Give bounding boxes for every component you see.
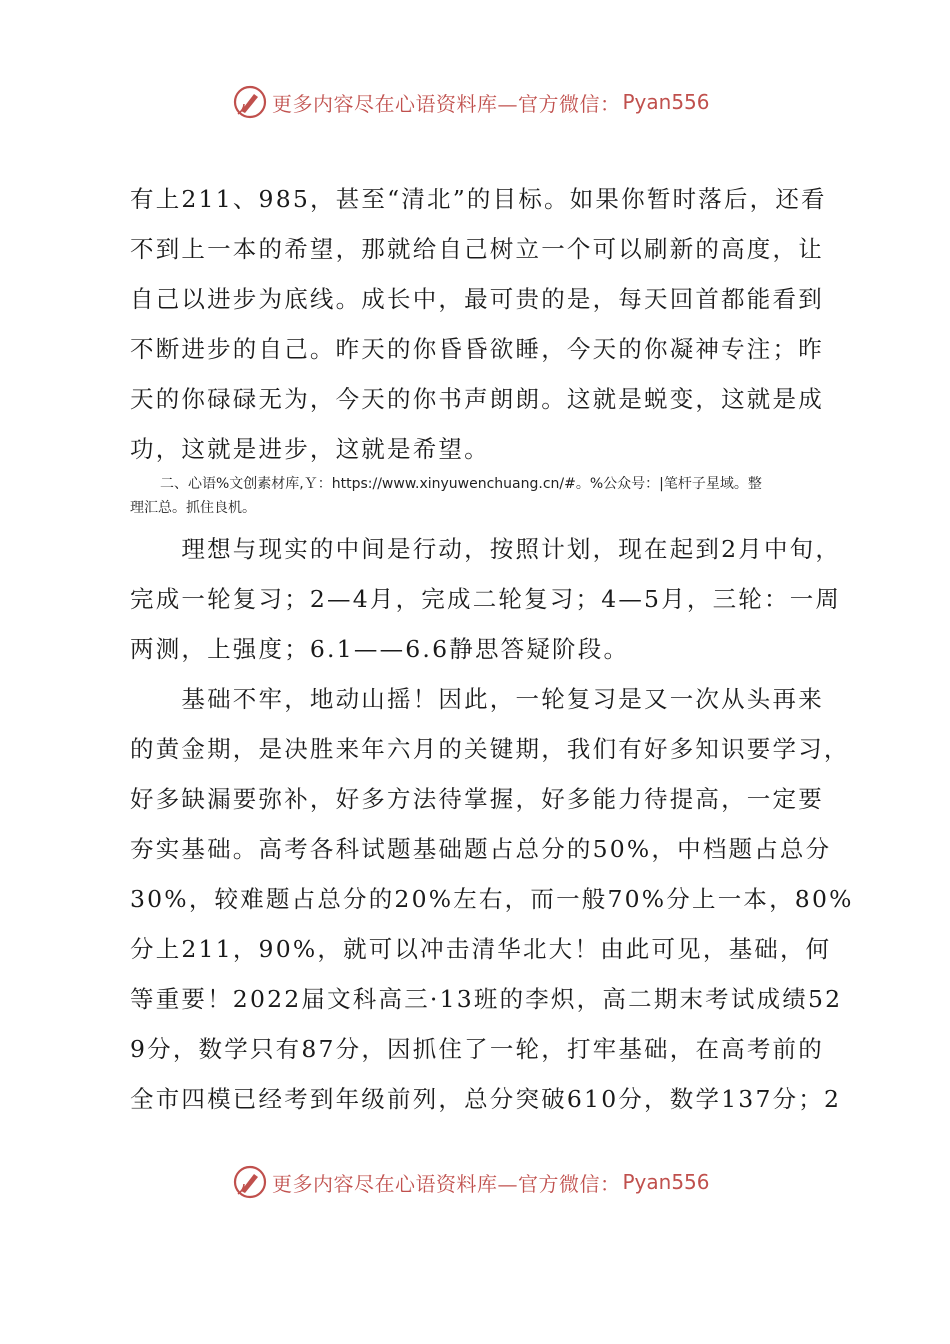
header-banner-text: 更多内容尽在心语资料库—官方微信： — [272, 91, 621, 116]
footer-banner-text: 更多内容尽在心语资料库—官方微信： — [272, 1171, 621, 1196]
paragraph-line: 不到上一本的希望，那就给自己树立一个可以刷新的高度，让 — [130, 235, 824, 263]
paragraph-line: 完成一轮复习；2—4月，完成二轮复习；4—5月，三轮：一周 — [130, 585, 842, 613]
paragraph-line: 两测，上强度；6.1——6.6静思答疑阶段。 — [130, 635, 630, 663]
paragraph-line: 分上211，90%，就可以冲击清华北大！由此可见，基础，何 — [130, 935, 832, 963]
paragraph-line: 天的你碌碌无为，今天的你书声朗朗。这就是蜕变，这就是成 — [130, 385, 824, 413]
footer-banner — [232, 1162, 710, 1202]
paragraph-1 — [130, 174, 840, 474]
paragraph-line: 不断进步的自己。昨天的你昏昏欲睡，今天的你凝神专注；昨 — [130, 335, 824, 363]
paragraph-line: 理想与现实的中间是行动，按照计划，现在起到2月中旬， — [130, 535, 842, 563]
paragraph-line: 等重要！2022届文科高三·13班的李炽，高二期末考试成绩52 — [130, 985, 843, 1013]
footer-wechat-id: Pyan556 — [622, 1170, 710, 1194]
paragraph-line: 基础不牢，地动山摇！因此，一轮复习是又一次从头再来 — [130, 685, 824, 713]
paragraph-line: 的黄金期，是决胜来年六月的关键期，我们有好多知识要学习， — [130, 735, 850, 763]
source-note — [130, 472, 840, 520]
header-banner — [232, 82, 710, 122]
paragraph-line: 功，这就是进步，这就是希望。 — [130, 435, 490, 463]
paragraph-3 — [130, 674, 854, 1124]
header-wechat-id: Pyan556 — [622, 90, 710, 114]
paragraph-line: 全市四模已经考到年级前列，总分突破610分，数学137分；2 — [130, 1085, 842, 1113]
paragraph-line: 9分，数学只有87分，因抓住了一轮，打牢基础，在高考前的 — [130, 1035, 824, 1063]
paragraph-line: 30%，较难题占总分的20%左右，而一般70%分上一本，80% — [130, 885, 854, 913]
paragraph-line: 自己以进步为底线。成长中，最可贵的是，每天回首都能看到 — [130, 285, 824, 313]
note-line: 二、心语%文创素材库,Ｙ：https://www.xinyuwenchuang.cn/#。%公众号：|笔杆子星域。整 — [160, 476, 762, 492]
paragraph-line: 夯实基础。高考各科试题基础题占总分的50%，中档题占总分 — [130, 835, 832, 863]
paragraph-2 — [130, 524, 840, 674]
pen-logo-icon — [232, 84, 268, 120]
note-line: 理汇总。抓住良机。 — [130, 500, 256, 516]
paragraph-line: 有上211、985，甚至“清北”的目标。如果你暂时落后，还看 — [130, 185, 827, 213]
paragraph-line: 好多缺漏要弥补，好多方法待掌握，好多能力待提高，一定要 — [130, 785, 824, 813]
pen-logo-icon — [232, 1164, 268, 1200]
